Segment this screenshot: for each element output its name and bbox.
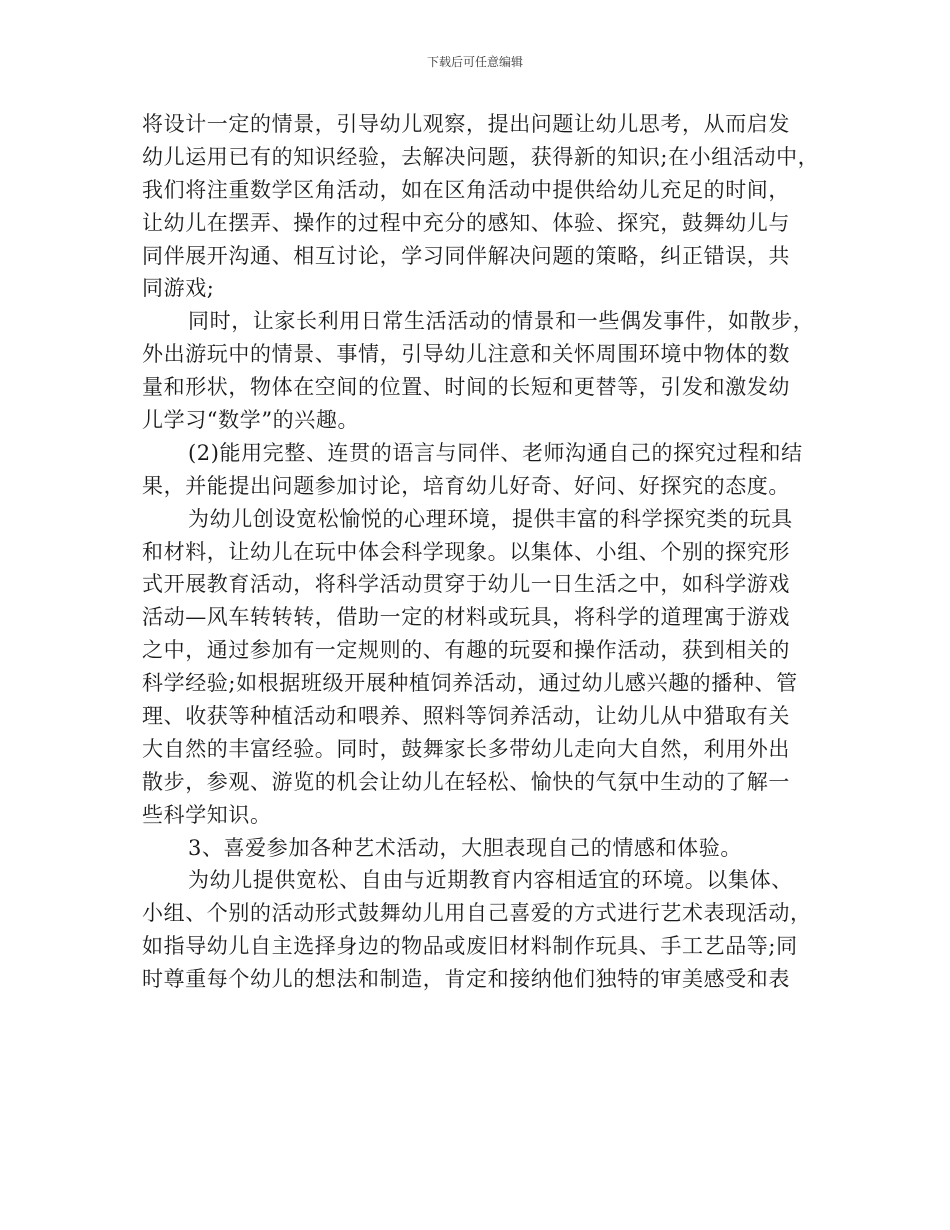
text-line: 和材料，让幼儿在玩中体会科学现象。以集体、小组、个别的探究形 — [142, 539, 790, 564]
text-line: 科学经验;如根据班级开展种植饲养活动，通过幼儿感兴趣的播种、管 — [142, 671, 798, 696]
text-line: 外出游玩中的情景、事情，引导幼儿注意和关怀周围环境中物体的数 — [142, 342, 790, 367]
text-line: 些科学知识。 — [142, 802, 272, 827]
text-line: 时尊重每个幼儿的想法和制造，肯定和接纳他们独特的审美感受和表 — [142, 967, 790, 992]
text-line: 为幼儿提供宽松、自由与近期教育内容相适宜的环境。以集体、 — [188, 868, 793, 893]
text-line: 大自然的丰富经验。同时，鼓舞家长多带幼儿走向大自然，利用外出 — [142, 736, 790, 761]
text-line: 同时，让家长利用日常生活活动的情景和一些偶发事件，如散步， — [188, 309, 815, 334]
text-line: 散步，参观、游览的机会让幼儿在轻松、愉快的气氛中生动的了解一 — [142, 769, 790, 794]
text-line: 为幼儿创设宽松愉悦的心理环境，提供丰富的科学探究类的玩具 — [188, 506, 793, 531]
text-line: (2)能用完整、连贯的语言与同伴、老师沟通自己的探究过程和结 — [188, 440, 803, 465]
text-line: 让幼儿在摆弄、操作的过程中充分的感知、体验、探究，鼓舞幼儿与 — [142, 210, 790, 235]
text-line: 我们将注重数学区角活动，如在区角活动中提供给幼儿充足的时间， — [142, 177, 790, 202]
page-header: 下载后可任意编辑 — [426, 55, 523, 69]
document-body — [142, 108, 822, 996]
text-line: 量和形状，物体在空间的位置、时间的长短和更替等，引发和激发幼 — [142, 375, 790, 400]
text-line: 儿学习“数学”的兴趣。 — [142, 408, 360, 433]
text-line: 活动—风车转转转，借助一定的材料或玩具，将科学的道理寓于游戏 — [142, 605, 790, 630]
text-line: 之中，通过参加有一定规则的、有趣的玩耍和操作活动，获到相关的 — [142, 638, 790, 663]
text-line: 幼儿运用已有的知识经验，去解决问题，获得新的知识;在小组活动中， — [142, 144, 820, 169]
text-line: 同伴展开沟通、相互讨论，学习同伴解决问题的策略，纠正错误，共 — [142, 243, 790, 268]
text-line: 如指导幼儿自主选择身边的物品或废旧材料制作玩具、手工艺品等;同 — [142, 934, 798, 959]
text-line: 同游戏; — [142, 276, 215, 301]
text-line: 将设计一定的情景，引导幼儿观察，提出问题让幼儿思考，从而启发 — [142, 112, 790, 136]
text-line: 式开展教育活动，将科学活动贯穿于幼儿一日生活之中，如科学游戏 — [142, 572, 790, 597]
text-line: 果，并能提出问题参加讨论，培育幼儿好奇、好问、好探究的态度。 — [142, 473, 790, 498]
text-line: 理、收获等种植活动和喂养、照料等饲养活动，让幼儿从中猎取有关 — [142, 704, 790, 729]
text-line: 3、喜爱参加各种艺术活动，大胆表现自己的情感和体验。 — [188, 835, 742, 860]
text-line: 小组、个别的活动形式鼓舞幼儿用自己喜爱的方式进行艺术表现活动， — [142, 901, 812, 926]
